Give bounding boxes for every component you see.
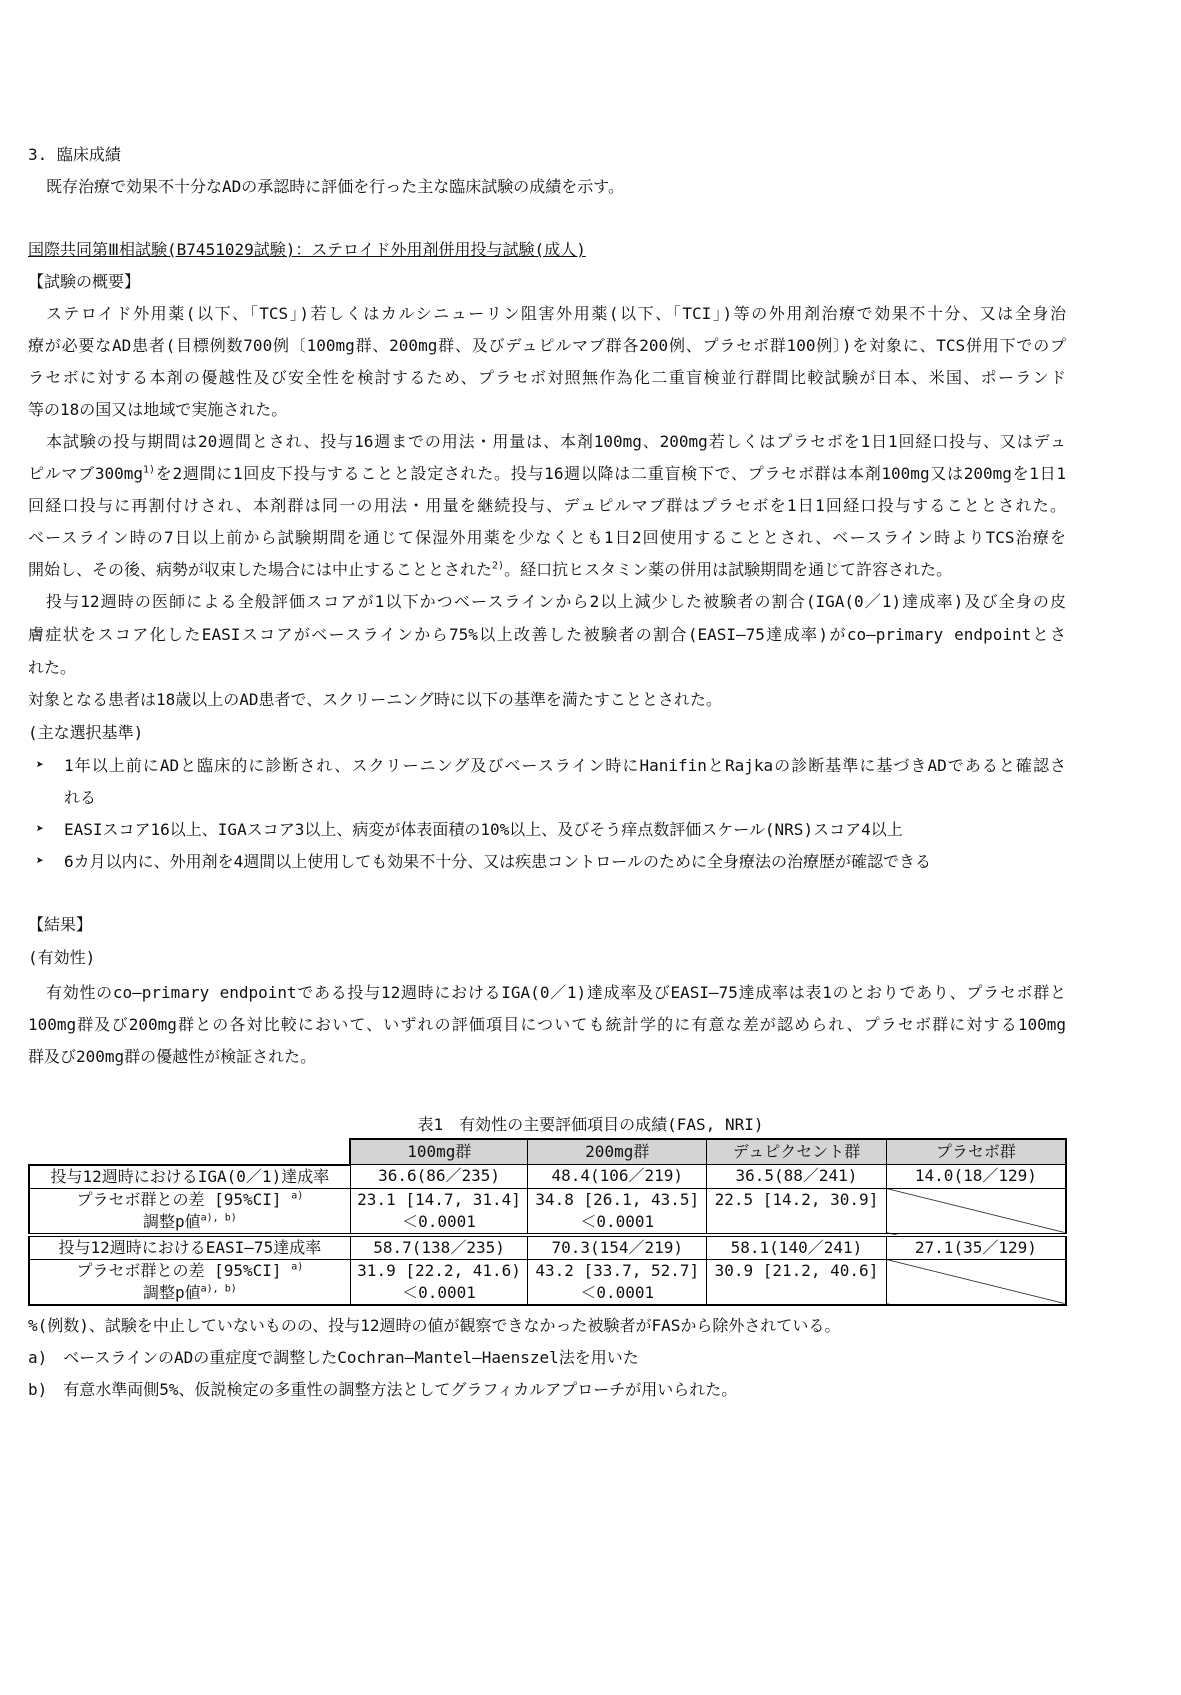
overview-p1-line: ステロイド外用薬(以下、「TCS」)若しくはカルシニューリン阻害外用薬(以下、「TCI」)等の外用剤治療で効果不十分、又は全身治 (46, 304, 1066, 323)
efficacy-line: 100mg群及び200mg群との各対比較において、いずれの評価項目についても統計学的に有意な差が認められ、プラセボ群に対する100mg (28, 1015, 1066, 1034)
criterion-item: 1年以上前にADと臨床的に診断され、スクリーニング及びベースライン時にHanifinとRajkaの診断基準に基づきADであると確認さ (64, 756, 1066, 775)
cell: 48.4(106／219) (528, 1165, 707, 1189)
table-row (29, 1259, 1066, 1305)
overview-p1-line: 療が必要なAD患者(目標例数700例〔100mg群、200mg群、及びデュピルマブ群各200例、プラセボ群100例〕)を対象に、TCS併用下でのプ (28, 336, 1066, 355)
overview-p2-line: 開始し、その後、病勢が収束した場合には中止することとされた$^{2)}$。経口抗ヒスタミン薬の併用は試験期間を通じて許容された。 (28, 560, 953, 579)
cell: 14.0(18／129) (886, 1165, 1066, 1189)
cell: 34.8 [26.1, 43.5] ＜0.0001 (528, 1188, 707, 1235)
table-row (29, 1165, 1066, 1189)
cell: 36.6(86／235) (350, 1165, 528, 1189)
overview-p3-line: れた。 (28, 658, 77, 677)
cell: 36.5(88／241) (707, 1165, 887, 1189)
empty-diagonal-cell (886, 1259, 1066, 1305)
efficacy-line: 群及び200mg群の優越性が検証された。 (28, 1047, 317, 1066)
column-header: 100mg群 (350, 1139, 528, 1165)
empty-diagonal-cell (886, 1188, 1066, 1235)
overview-p3-line: 投与12週時の医師による全般評価スコアが1以下かつベースラインから2以上減少した被験者の割合(IGA(0／1)達成率)及び全身の皮 (46, 592, 1066, 611)
criterion-item: EASIスコア16以上、IGAスコア3以上、病変が体表面積の10%以上、及びそう痒点数評価スケール(NRS)スコア4以上 (64, 820, 903, 839)
arrow-bullet-icon: ➤ (36, 758, 44, 773)
arrow-bullet-icon: ➤ (36, 854, 44, 869)
efficacy-label: (有効性) (28, 948, 96, 967)
footnote: a) ベースラインのADの重症度で調整したCochran—Mantel—Haenszel法を用いた (28, 1348, 639, 1367)
table-caption: 表1 有効性の主要評価項目の成績(FAS, NRI) (417, 1115, 764, 1134)
efficacy-table (28, 1138, 1067, 1306)
trial-heading: 国際共同第Ⅲ相試験(B7451029試験)：ステロイド外用剤併用投与試験(成人) (28, 240, 586, 259)
intro-text: 既存治療で効果不十分なADの承認時に評価を行った主な臨床試験の成績を示す。 (46, 177, 624, 196)
row-label: 投与12週時におけるEASI—75達成率 (29, 1235, 350, 1260)
overview-p2-line: ピルマブ$300mg^{1)}$を2週間に1回皮下投与することと設定された。投与16週以降は二重盲検下で、プラセボ群は本剤100mg又は200mgを1日1 (28, 464, 1066, 483)
overview-p3-line: 膚症状をスコア化したEASIスコアがベースラインから75%以上改善した被験者の割合(EASI—75達成率)がco—primary endpointとさ (28, 625, 1066, 644)
cell: 23.1 [14.7, 31.4] ＜0.0001 (350, 1188, 528, 1235)
column-header: 200mg群 (528, 1139, 707, 1165)
column-header: プラセボ群 (886, 1139, 1066, 1165)
overview-p2-line: 本試験の投与期間は20週間とされ、投与16週までの用法・用量は、本剤100mg、200mg若しくはプラセボを1日1回経口投与、又はデュ (46, 432, 1066, 451)
cell: 58.1(140／241) (707, 1235, 887, 1260)
cell: 31.9 [22.2, 41.6) ＜0.0001 (350, 1259, 528, 1305)
overview-p2-line: ベースライン時の7日以上前から試験期間を通じて保湿外用薬を少なくとも1日2回使用することとされ、ベースライン時よりTCS治療を (28, 528, 1066, 547)
table-row (29, 1188, 1066, 1235)
row-label: プラセボ群との差 [95%CI] $^{a)}$ 調整p値$^{a), b)}$ (29, 1259, 350, 1305)
criteria-label: (主な選択基準) (28, 723, 144, 742)
column-header: デュピクセント群 (707, 1139, 887, 1165)
overview-p1-line: 等の18の国又は地域で実施された。 (28, 400, 288, 419)
criterion-item-cont: れる (64, 788, 97, 807)
cell: 27.1(35／129) (886, 1235, 1066, 1260)
row-label: プラセボ群との差 [95%CI] $^{a)}$ 調整p値$^{a), b)}$ (29, 1188, 350, 1235)
footnote: %(例数)、試験を中止していないものの、投与12週時の値が観察できなかった被験者がFASから除外されている。 (28, 1316, 841, 1335)
efficacy-line: 有効性のco—primary endpointである投与12週時におけるIGA(0／1)達成率及びEASI—75達成率は表1のとおりであり、プラセボ群と (46, 983, 1066, 1002)
table-corner (29, 1139, 350, 1165)
criterion-item: 6カ月以内に、外用剤を4週間以上使用しても効果不十分、又は疾患コントロールのために全身療法の治療歴が確認できる (64, 852, 931, 871)
target-text: 対象となる患者は18歳以上のAD患者で、スクリーニング時に以下の基準を満たすこととされた。 (28, 690, 722, 709)
table-row (29, 1235, 1066, 1260)
cell: 43.2 [33.7, 52.7] ＜0.0001 (528, 1259, 707, 1305)
footnote: b) 有意水準両側5%、仮説検定の多重性の調整方法としてグラフィカルアプローチが用いられた。 (28, 1380, 738, 1399)
arrow-bullet-icon: ➤ (36, 822, 44, 837)
overview-label: 【試験の概要】 (28, 272, 141, 291)
results-label: 【結果】 (28, 915, 93, 934)
row-label: 投与12週時におけるIGA(0／1)達成率 (29, 1165, 350, 1189)
cell: 58.7(138／235) (350, 1235, 528, 1260)
section-title: 3. 臨床成績 (28, 145, 121, 164)
cell: 30.9 [21.2, 40.6] (707, 1259, 887, 1305)
overview-p2-line: 回経口投与に再割付けされ、本剤群は同一の用法・用量を継続投与、デュピルマブ群はプラセボを1日1回経口投与することとされた。 (28, 496, 1066, 515)
overview-p1-line: ラセボに対する本剤の優越性及び安全性を検討するため、プラセボ対照無作為化二重盲検並行群間比較試験が日本、米国、ポーランド (28, 368, 1066, 387)
cell: 70.3(154／219) (528, 1235, 707, 1260)
cell: 22.5 [14.2, 30.9] (707, 1188, 887, 1235)
